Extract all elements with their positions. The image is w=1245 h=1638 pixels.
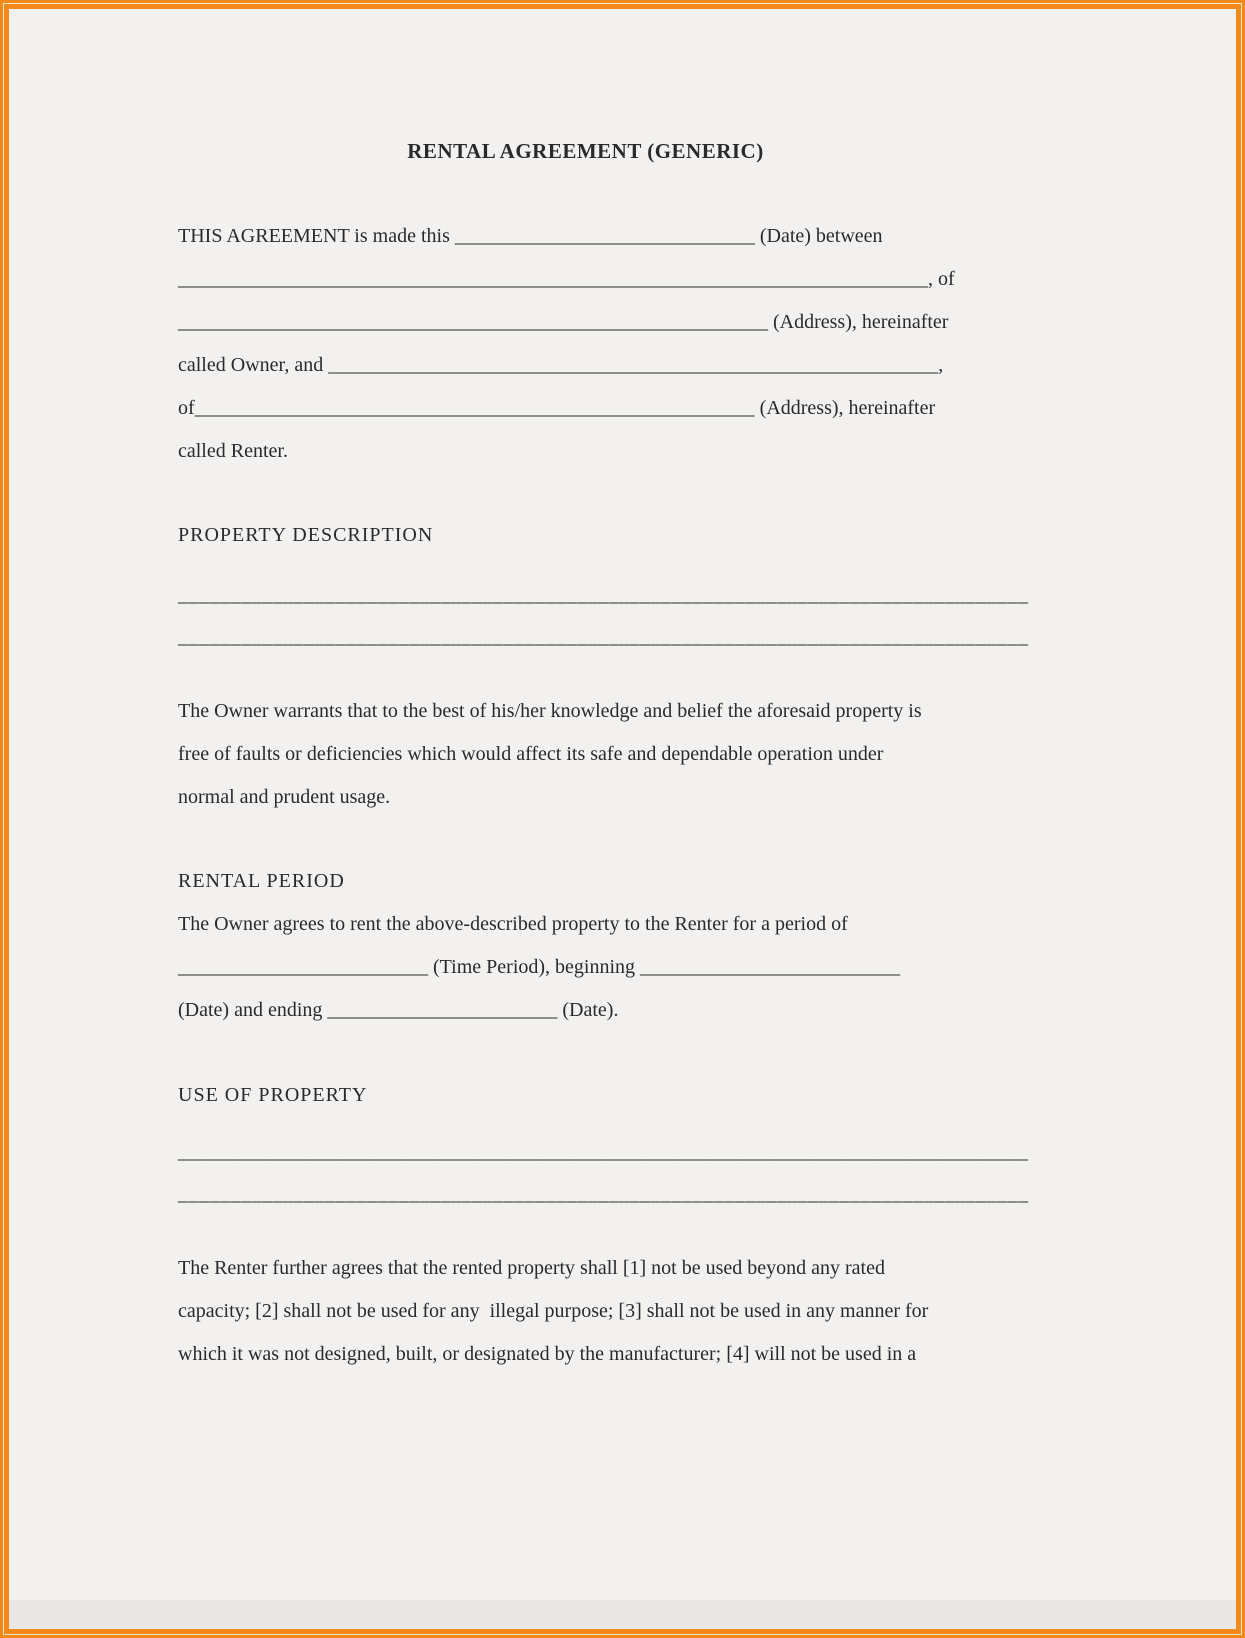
renter-terms-line: The Renter further agrees that the rented property shall [1] not be used beyond any rated [178,1257,885,1279]
renter-agreement-paragraph [178,1247,993,1376]
intro-line: ___________________________________________________________________________, of [178,268,955,290]
intro-line: THIS AGREEMENT is made this ______________________________ (Date) between [178,225,883,247]
scan-edge-shadow [9,1600,1236,1629]
intro-line: called Owner, and _____________________________________________________________, [178,354,944,376]
property-description-blanks [178,574,1029,658]
intro-line: of________________________________________________________ (Address), hereinafter [178,397,936,419]
warranty-paragraph [178,690,993,819]
blank-fill-line: _________________________________________________________________________________ [178,1183,1029,1205]
section-heading-use-of-property: USE OF PROPERTY [178,1084,368,1106]
warranty-line: free of faults or deficiencies which would affect its safe and dependable operation under [178,743,884,765]
rental-period-line: (Date) and ending _______________________ (Date). [178,999,619,1021]
warranty-line: normal and prudent usage. [178,786,391,808]
renter-terms-line: capacity; [2] shall not be used for any illegal purpose; [3] shall not be used in any manner for [178,1300,929,1322]
rental-period-line: _________________________ (Time Period), beginning __________________________ [178,956,901,978]
document-title: RENTAL AGREEMENT (GENERIC) [407,139,764,163]
intro-paragraph [178,215,993,473]
rental-agreement-document [178,9,1029,1376]
warranty-line: The Owner warrants that to the best of his/her knowledge and belief the aforesaid property is [178,700,922,722]
section-heading-rental-period: RENTAL PERIOD [178,870,345,892]
renter-terms-line: which it was not designed, built, or designated by the manufacturer; [4] will not be used in a [178,1343,917,1365]
intro-line: called Renter. [178,440,288,462]
rental-period-paragraph [178,903,993,1032]
intro-line: ___________________________________________________________ (Address), hereinafter [178,311,949,333]
rental-period-line: The Owner agrees to rent the above-described property to the Renter for a period of [178,913,848,935]
blank-fill-line: _________________________________________________________________________________ [178,584,1029,606]
blank-fill-line: _________________________________________________________________________________ [178,626,1029,648]
section-heading-property-description: PROPERTY DESCRIPTION [178,524,434,546]
use-of-property-blanks [178,1131,1029,1215]
blank-fill-line: _________________________________________________________________________________ [178,1141,1029,1163]
